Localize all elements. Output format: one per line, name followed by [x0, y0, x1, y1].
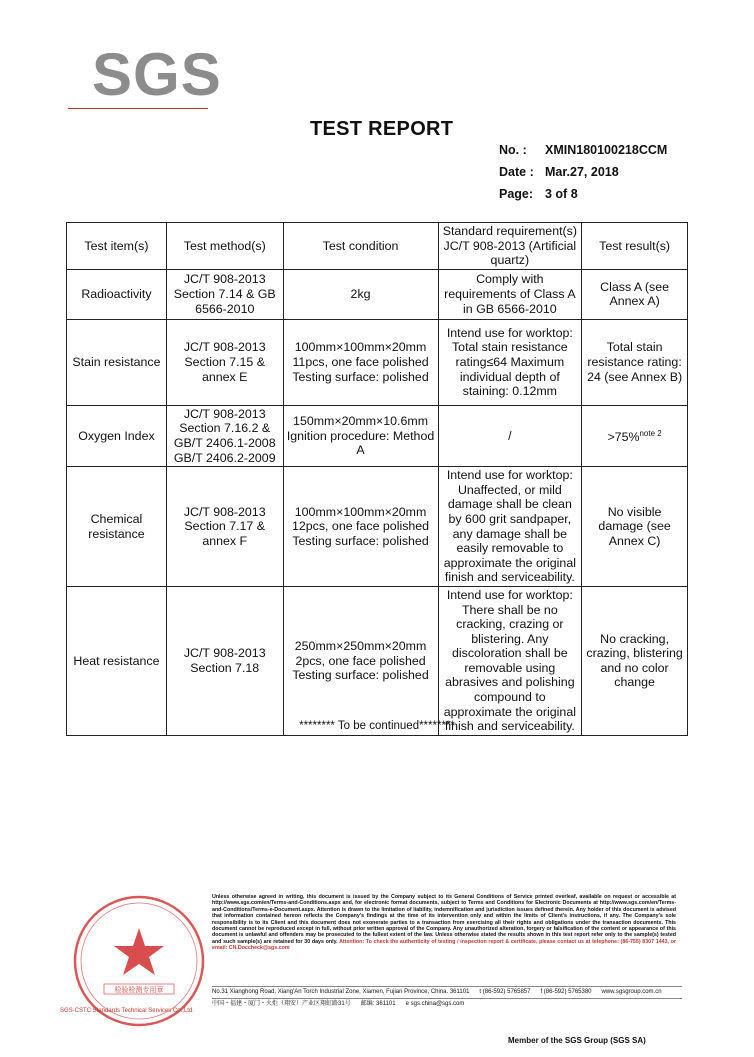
- sgs-logo: [68, 41, 222, 112]
- table-header-row: [67, 223, 688, 270]
- cell-method: JC/T 908-2013 Section 7.18: [166, 586, 283, 735]
- telephone: t (86-592) 5765857: [479, 989, 531, 995]
- page-label: Page:: [499, 187, 534, 201]
- cell-condition: 100mm×100mm×20mm 11pcs, one face polished Testing surface: polished: [283, 319, 438, 405]
- cell-requirement: Intend use for worktop: There shall be no cracking, crazing or blistering. Any discoloration shall be removable using abrasives and polishing compound to approximate the original finish and serviceability.: [438, 586, 582, 735]
- report-meta: [499, 143, 667, 209]
- table-row: [67, 269, 688, 319]
- page-number: 3 of 8: [545, 187, 578, 201]
- cell-requirement: /: [438, 405, 582, 466]
- email: e sgs.china@sgs.com: [405, 1001, 465, 1007]
- cell-method: JC/T 908-2013 Section 7.16.2 & GB/T 2406.1-2008 GB/T 2406.2-2009: [166, 405, 283, 466]
- cell-requirement: Intend use for worktop: Total stain resistance rating≤64 Maximum individual depth of staining: 0.12mm: [438, 319, 582, 405]
- postcode-cn: 邮编: 361101: [360, 1001, 396, 1007]
- header-test-method: Test method(s): [166, 223, 283, 270]
- address-cn: 中国・福建・厦门・火炬（翔安）产业区翔虹路31号: [212, 1001, 351, 1007]
- header-standard-requirement: Standard requirement(s) JC/T 908-2013 (Artificial quartz): [438, 223, 582, 270]
- footer-address: [212, 986, 682, 1010]
- fax: f (86-592) 5765380: [540, 989, 592, 995]
- terms-text: Unless otherwise agreed in writing, this document is issued by the Company subject to its General Conditions of Service printed overleaf, available on request or accessible at http://www.sgs.com/en/Terms-and-Conditions.aspx and, for electronic format documents, subject to Terms and Conditions for Electronic Documents at http://www.sgs.com/en/Terms-and-Conditions/Terms-e-Document.aspx. Attention is drawn to the limitation of liability, indemnification and jurisdiction issues defined therein. Any holder of this document is advised that information contained hereon reflects the Company's findings at the time of its intervention only and within the limits of Client's instructions, if any. The Company's sole responsibility is to its Client and this document does not exonerate parties to a transaction from exercising all their rights and obligations under the transaction documents. This document cannot be reproduced except in full, without prior written approval of the Company. Any unauthorized alteration, forgery or falsification of the content or appearance of this document is unlawful and offenders may be prosecuted to the fullest extent of the law. Unless otherwise stated the results shown in this test report refer only to the sample(s) tested and such sample(s) are retained for 30 days only.: [212, 894, 676, 945]
- header-test-item: Test item(s): [67, 223, 167, 270]
- cell-item: Chemical resistance: [67, 467, 167, 587]
- seal-text: 检验检测专用章: [114, 986, 164, 994]
- cell-item: Heat resistance: [67, 586, 167, 735]
- table-row: [67, 586, 688, 735]
- table-row: [67, 405, 688, 466]
- cell-item: Radioactivity: [67, 269, 167, 319]
- seal-caption: SGS-CSTC Standards Technical Services Co.,Ltd.: [60, 1008, 194, 1014]
- cell-item: Stain resistance: [67, 319, 167, 405]
- report-title: TEST REPORT: [310, 118, 454, 140]
- report-date-label: Date :: [499, 165, 534, 179]
- result-value: >75%: [607, 430, 640, 445]
- cell-result: No cracking, crazing, blistering and no color change: [582, 586, 688, 735]
- report-number-label: No. :: [499, 143, 527, 157]
- cell-result: No visible damage (see Annex C): [582, 467, 688, 587]
- cell-condition: 100mm×100mm×20mm 12pcs, one face polished Testing surface: polished: [283, 467, 438, 587]
- header-test-result: Test result(s): [582, 223, 688, 270]
- logo-underline: [68, 108, 208, 109]
- terms-fine-print: [212, 894, 676, 952]
- result-note: note 2: [639, 429, 662, 439]
- cell-requirement: Comply with requirements of Class A in GB 6566-2010: [438, 269, 582, 319]
- header-test-condition: Test condition: [283, 223, 438, 270]
- cell-condition: 150mm×20mm×10.6mm Ignition procedure: Method A: [283, 405, 438, 466]
- report-date: Mar.27, 2018: [545, 165, 619, 179]
- cell-requirement: Intend use for worktop: Unaffected, or mild damage shall be clean by 600 grit sandpaper, any damage shall be easily removable to approximate the original finish and serviceability.: [438, 467, 582, 587]
- to-be-continued: ******** To be continued********: [299, 720, 455, 732]
- cell-item: Oxygen Index: [67, 405, 167, 466]
- test-results-table: [66, 222, 688, 736]
- address-en: No.31 Xianghong Road, Xiang'An Torch Industrial Zone, Xiamen, Fujian Province, China. 361101: [212, 989, 470, 995]
- cell-result: Class A (see Annex A): [582, 269, 688, 319]
- cell-condition: 250mm×250mm×20mm 2pcs, one face polished Testing surface: polished: [283, 586, 438, 735]
- member-of-sgs-group: Member of the SGS Group (SGS SA): [508, 1036, 646, 1045]
- website: www.sgsgroup.com.cn: [601, 989, 662, 995]
- cell-method: JC/T 908-2013 Section 7.15 & annex E: [166, 319, 283, 405]
- table-row: [67, 319, 688, 405]
- cell-condition: 2kg: [283, 269, 438, 319]
- table-row: [67, 467, 688, 587]
- cell-result: [582, 405, 688, 466]
- report-number: XMIN180100218CCM: [545, 143, 668, 157]
- cell-result: Total stain resistance rating: 24 (see Annex B): [582, 319, 688, 405]
- sgs-logo-text: SGS: [92, 41, 222, 108]
- cell-method: JC/T 908-2013 Section 7.14 & GB 6566-2010: [166, 269, 283, 319]
- attention-text: Attention: To check the authenticity of testing / inspection report & certificate, please contact us at telephone: (86-755) 8307 1443, or email: CN.Doccheck@sgs.com: [212, 938, 676, 952]
- cell-method: JC/T 908-2013 Section 7.17 & annex F: [166, 467, 283, 587]
